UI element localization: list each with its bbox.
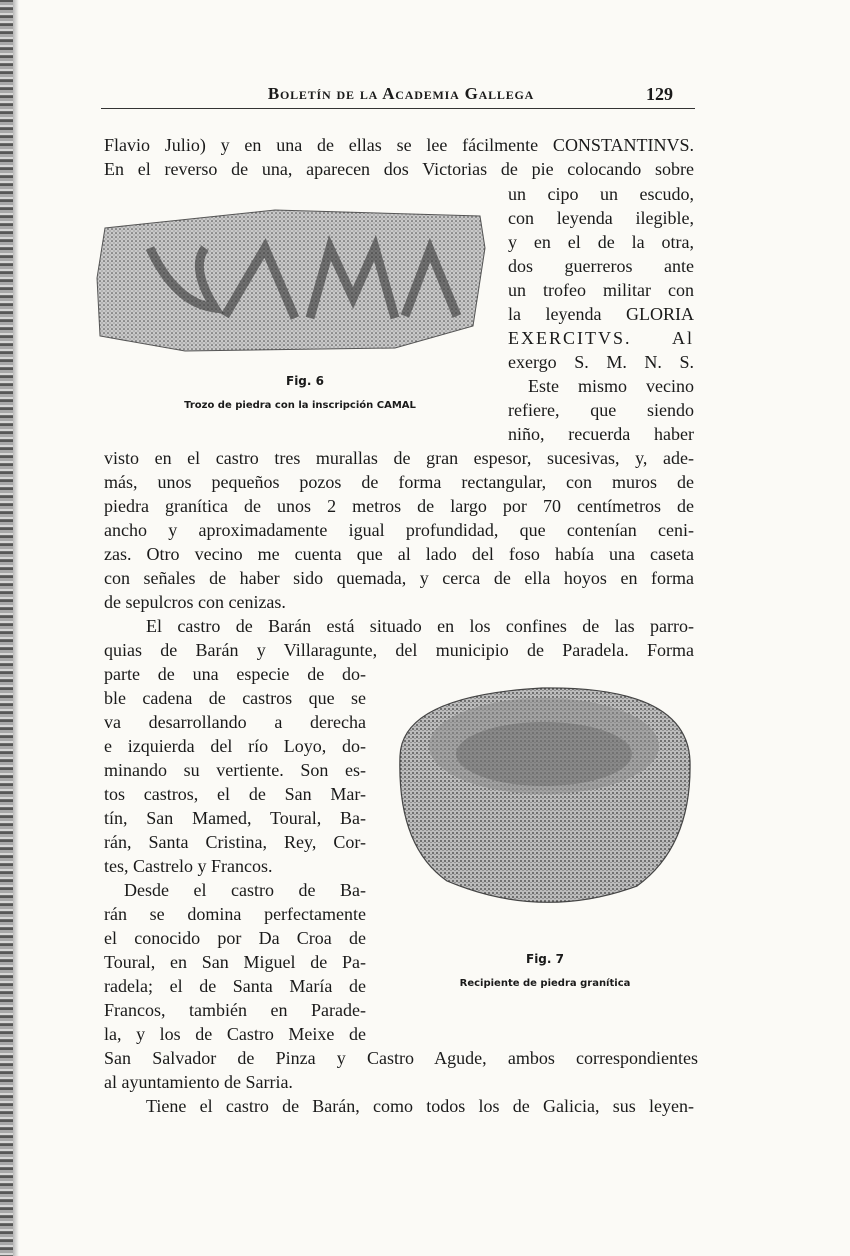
text-line: Flavio Julio) y en una de ellas se lee fácilmente CONSTANTINVS. [104,135,694,155]
text-line: Toural, en San Miguel de Pa- [104,952,366,972]
text-line: Francos, también en Parade- [104,1000,366,1020]
fig6-label: Fig. 6 [286,374,324,388]
text-line: quias de Barán y Villaragunte, del municipio de Paradela. Forma [104,640,694,660]
journal-title: Boletín de la Academia Gallega [267,84,535,103]
text-line: tes, Castrelo y Francos. [104,856,273,876]
text-line: visto en el castro tres murallas de gran espesor, sucesivas, y, ade- [104,448,694,468]
running-header [101,84,695,109]
text-line: Este mismo vecino [528,376,694,396]
text-line: un trofeo militar con [508,280,694,300]
text-line: Desde el castro de Ba- [124,880,366,900]
text-line: e izquierda del río Loyo, do- [104,736,366,756]
text-line: tín, San Mamed, Toural, Ba- [104,808,366,828]
text-line: el conocido por Da Croa de [104,928,366,948]
text-line: rán, Santa Cristina, Rey, Cor- [104,832,366,852]
fig7-caption: Recipiente de piedra granítica [459,978,631,989]
text-line: Tiene el castro de Barán, como todos los de Galicia, sus leyen- [146,1096,694,1116]
text-line: ble cadena de castros que se [104,688,366,708]
text-line: radela; el de Santa María de [104,976,366,996]
text-line: San Salvador de Pinza y Castro Agude, ambos correspondientes [104,1048,698,1068]
text-line: zas. Otro vecino me cuenta que al lado del foso había una caseta [104,544,694,564]
text-line: exergo S. M. N. S. [508,352,694,372]
text-line: con señales de haber sido quemada, y cerca de ella hoyos en forma [104,568,694,588]
text-line: más, unos pequeños pozos de forma rectangular, con muros de [104,472,694,492]
page-binding-edge [0,0,13,1256]
fig7-vessel-image [392,676,697,916]
text-line: y en el de la otra, [508,232,694,252]
text-line: parte de una especie de do- [104,664,366,684]
text-line: un cipo un escudo, [508,184,694,204]
text-line: En el reverso de una, aparecen dos Victorias de pie colocando sobre [104,159,694,179]
text-line: con leyenda ilegible, [508,208,694,228]
fig6-caption: Trozo de piedra con la inscripción CAMAL [184,400,416,411]
text-line: ancho y aproximadamente igual profundidad, que contenían ceni- [104,520,694,540]
text-line: dos guerreros ante [508,256,694,276]
text-line: la, y los de Castro Meixe de [104,1024,366,1044]
text-line: va desarrollando a derecha [104,712,366,732]
text-line: de sepulcros con cenizas. [104,592,286,612]
page-binding-shadow [13,0,19,1256]
page-number: 129 [646,84,673,104]
text-line: El castro de Barán está situado en los confines de las parro- [146,616,694,636]
text-line: refiere, que siendo [508,400,694,420]
text-line: al ayuntamiento de Sarria. [104,1072,293,1092]
text-line: tos castros, el de San Mar- [104,784,366,804]
fig6-stone-image [95,208,490,358]
text-line: piedra granítica de unos 2 metros de largo por 70 centímetros de [104,496,694,516]
text-line: rán se domina perfectamente [104,904,366,924]
text-line: minando su vertiente. Son es- [104,760,366,780]
text-line: la leyenda GLORIA [508,304,694,324]
text-line: niño, recuerda haber [508,424,694,444]
fig7-label: Fig. 7 [526,952,564,966]
text-line: EXERCITVS. Al [508,328,694,348]
